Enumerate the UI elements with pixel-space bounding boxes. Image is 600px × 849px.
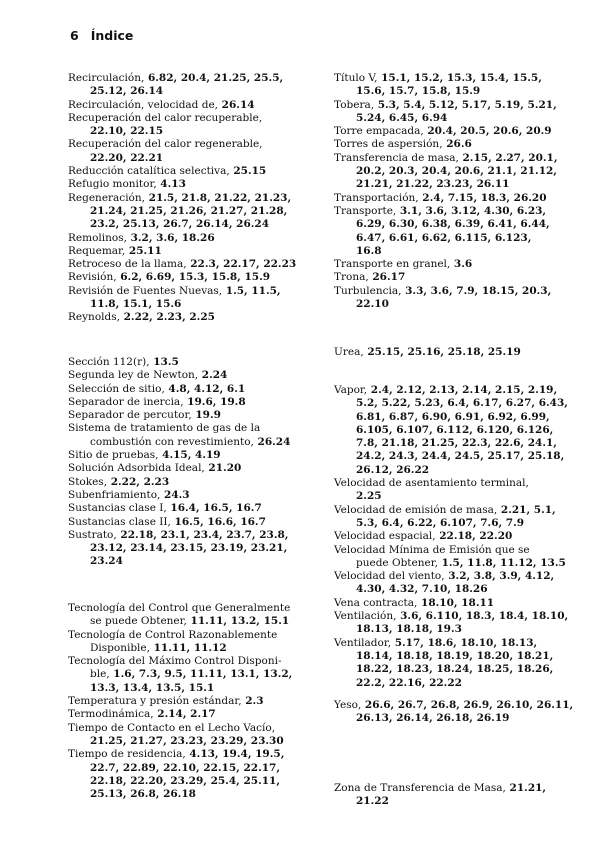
index-entry: Torre empacada, 20.4, 20.5, 20.6, 20.9 [334, 125, 552, 138]
index-entry: Transporte, 3.1, 3.6, 3.12, 4.30, 6.23, 6.29, 6.30, 6.38, 6.39, 6.41, 6.44, 6.47, 6.61, 6.62, 6.115, 6.123, 16.8 [334, 204, 550, 257]
index-entry: Velocidad de asentamiento terminal, 2.25 [334, 477, 529, 503]
index-entry: Ventilación, 3.6, 6.110, 18.3, 18.4, 18.10, 18.13, 18.18, 19.3 [334, 610, 569, 636]
index-entry: Urea, 25.15, 25.16, 25.18, 25.19 [334, 346, 521, 358]
index-entry: Vena contracta, 18.10, 18.11 [334, 596, 495, 609]
index-entry: Tobera, 5.3, 5.4, 5.12, 5.17, 5.19, 5.21, 5.24, 6.45, 6.94 [334, 98, 557, 124]
index-group-t [68, 602, 308, 801]
index-entry: Recirculación, velocidad de, 26.14 [68, 98, 255, 111]
index-entry: Separador de percutor, 19.9 [68, 409, 221, 422]
index-entry: Tecnología del Control que Generalmente se puede Obtener, 11.11, 13.2, 15.1 [68, 602, 291, 628]
index-entry: Tecnología del Máximo Control Disponi- ble, 1.6, 7.3, 9.5, 11.11, 13.1, 13.2, 13.3, 13.4, 13.5, 15.1 [68, 655, 293, 694]
index-entry: Velocidad Mínima de Emisión que se puede Obtener, 1.5, 11.8, 11.12, 13.5 [334, 543, 566, 569]
index-group-u [334, 346, 580, 359]
index-entry: Selección de sitio, 4.8, 4.12, 6.1 [68, 382, 246, 395]
index-entry: Requemar, 25.11 [68, 244, 162, 257]
index-entry: Transferencia de masa, 2.15, 2.27, 20.1, 20.2, 20.3, 20.4, 20.6, 21.1, 21.12, 21.21, 21.22, 23.23, 26.11 [334, 151, 558, 191]
index-group-r [68, 72, 308, 325]
index-entry: Separador de inercia, 19.6, 19.8 [68, 395, 246, 408]
index-entry: Vapor, 2.4, 2.12, 2.13, 2.14, 2.15, 2.19, 5.2, 5.22, 5.23, 6.4, 6.17, 6.27, 6.43, 6.81, 6.87, 6.90, 6.91, 6.92, 6.99, 6.105, 6.107, 6.112, 6.120, 6.126, 7.8, 21.18, 21.25, 22.3, 22.6, 24.1, 24.2, 24.3, 24.4, 24.5, 25.17, 25.18, 26.12, 26.22 [334, 384, 568, 476]
index-entry: Recuperación del calor recuperable, 22.10, 22.15 [68, 111, 263, 138]
index-entry: Recirculación, 6.82, 20.4, 21.25, 25.5, 25.12, 26.14 [68, 72, 284, 98]
index-entry: Yeso, 26.6, 26.7, 26.8, 26.9, 26.10, 26.11, 26.13, 26.14, 26.18, 26.19 [334, 699, 574, 725]
index-entry: Revisión, 6.2, 6.69, 15.3, 15.8, 15.9 [68, 271, 271, 284]
index-entry: Reducción catalítica selectiva, 25.15 [68, 165, 267, 178]
index-entry: Refugio monitor, 4.13 [68, 178, 186, 191]
index-entry: Solución Adsorbida Ideal, 21.20 [68, 462, 242, 475]
index-entry: Regeneración, 21.5, 21.8, 21.22, 21.23, 21.24, 21.25, 21.26, 21.27, 21.28, 23.2, 25.13, 26.7, 26.14, 26.24 [68, 191, 292, 231]
index-entry: Segunda ley de Newton, 2.24 [68, 369, 228, 382]
index-entry: Revisión de Fuentes Nuevas, 1.5, 11.5, 11.8, 15.1, 15.6 [68, 284, 281, 311]
index-entry: Temperatura y presión estándar, 2.3 [68, 695, 264, 708]
index-entry: Termodinámica, 2.14, 2.17 [68, 708, 216, 721]
page-title: Índice [90, 28, 134, 43]
index-entry: Sistema de tratamiento de gas de la combustión con revestimiento, 26.24 [68, 422, 291, 448]
index-entry: Retroceso de la llama, 22.3, 22.17, 22.23 [68, 258, 297, 271]
index-entry: Tiempo de Contacto en el Lecho Vacío, 21.25, 21.27, 23.23, 23.29, 23.30 [68, 721, 284, 747]
index-group-t-cont [334, 72, 580, 311]
index-entry: Transporte en granel, 3.6 [334, 258, 473, 271]
index-entry: Torres de aspersión, 26.6 [334, 138, 472, 151]
index-entry: Recuperación del calor regenerable, 22.20, 22.21 [68, 138, 263, 164]
index-entry: Tecnología de Control Razonablemente Disponible, 11.11, 11.12 [68, 628, 278, 654]
index-entry: Sustancias clase II, 16.5, 16.6, 16.7 [68, 515, 266, 528]
index-entry: Ventilador, 5.17, 18.6, 18.10, 18.13, 18.14, 18.18, 18.19, 18.20, 18.21, 18.22, 18.23, 18.24, 18.25, 18.26, 22.2, 22.16, 22.22 [334, 636, 554, 689]
index-entry: Subenfriamiento, 24.3 [68, 488, 190, 501]
index-group-z [334, 782, 580, 809]
index-entry: Stokes, 2.22, 2.23 [68, 475, 170, 488]
page-number: 6 [70, 28, 79, 43]
index-entry: Remolinos, 3.2, 3.6, 18.26 [68, 231, 215, 244]
index-entry: Sección 112(r), 13.5 [68, 356, 179, 368]
index-entry: Reynolds, 2.22, 2.23, 2.25 [68, 311, 215, 324]
index-entry: Transportación, 2.4, 7.15, 18.3, 26.20 [334, 191, 547, 204]
index-entry: Título V, 15.1, 15.2, 15.3, 15.4, 15.5, 15.6, 15.7, 15.8, 15.9 [334, 72, 542, 98]
index-group-y [334, 699, 580, 726]
index-entry: Sustancias clase I, 16.4, 16.5, 16.7 [68, 502, 262, 515]
index-entry: Velocidad espacial, 22.18, 22.20 [334, 530, 513, 543]
index-entry: Sitio de pruebas, 4.15, 4.19 [68, 449, 221, 462]
page-header [70, 28, 133, 43]
index-entry: Turbulencia, 3.3, 3.6, 7.9, 18.15, 20.3, 22.10 [334, 284, 552, 311]
index-entry: Trona, 26.17 [334, 271, 406, 284]
index-group-v [334, 384, 580, 690]
index-entry: Zona de Transferencia de Masa, 21.21, 21.22 [334, 782, 547, 808]
index-entry: Tiempo de residencia, 4.13, 19.4, 19.5, 22.7, 22.89, 22.10, 22.15, 22.17, 22.18, 22.20, 23.29, 25.4, 25.11, 25.13, 26.8, 26.18 [68, 748, 285, 801]
index-entry: Velocidad del viento, 3.2, 3.8, 3.9, 4.12, 4.30, 4.32, 7.10, 18.26 [334, 570, 555, 596]
index-group-s [68, 356, 308, 569]
index-entry: Sustrato, 22.18, 23.1, 23.4, 23.7, 23.8, 23.12, 23.14, 23.15, 23.19, 23.21, 23.24 [68, 528, 289, 568]
index-entry: Velocidad de emisión de masa, 2.21, 5.1, 5.3, 6.4, 6.22, 6.107, 7.6, 7.9 [334, 503, 556, 529]
